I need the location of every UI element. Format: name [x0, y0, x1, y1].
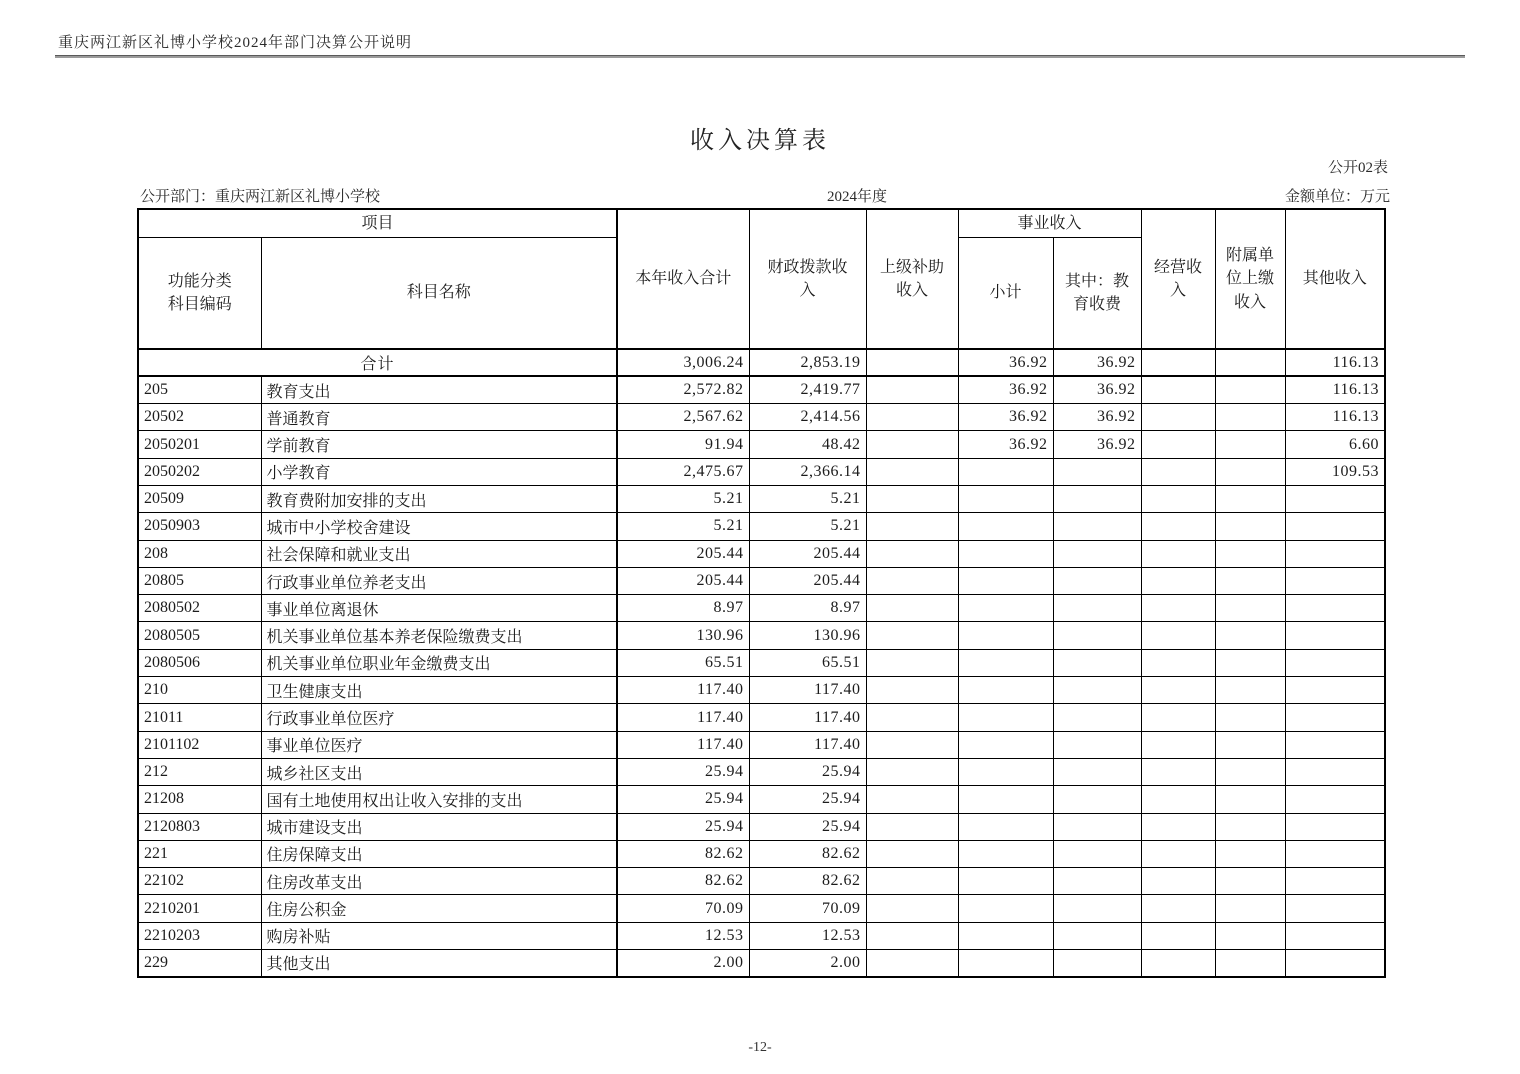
total-row [138, 349, 1385, 376]
row-code-cell: 210 [138, 677, 261, 704]
value-cell [1215, 513, 1285, 540]
value-cell [1141, 540, 1215, 567]
value-cell [1285, 622, 1385, 649]
page-title: 收入决算表 [690, 128, 830, 154]
col-header-business-group: 事业收入 [958, 209, 1141, 237]
value-cell [1053, 813, 1141, 840]
value-cell [958, 868, 1053, 895]
meta-unit: 金额单位：万元 [1284, 189, 1390, 205]
table-row [138, 431, 1385, 458]
row-name-cell: 国有土地使用权出让收入安排的支出 [261, 786, 617, 813]
value-cell: 82.62 [749, 868, 866, 895]
value-cell [958, 786, 1053, 813]
doc-header-text: 重庆两江新区礼博小学校2024年部门决算公开说明 [58, 35, 413, 51]
row-code-cell: 2080502 [138, 595, 261, 622]
value-cell: 205.44 [749, 567, 866, 594]
table-code-label: 公开02表 [1327, 160, 1388, 176]
value-cell: 116.13 [1285, 404, 1385, 431]
value-cell [866, 540, 958, 567]
value-cell [1053, 513, 1141, 540]
value-cell [866, 513, 958, 540]
row-code-cell: 2050202 [138, 458, 261, 485]
value-cell [958, 622, 1053, 649]
value-cell [1141, 458, 1215, 485]
value-cell: 70.09 [749, 895, 866, 922]
value-cell [1285, 895, 1385, 922]
value-cell [1053, 922, 1141, 949]
value-cell: 8.97 [749, 595, 866, 622]
table-header [138, 209, 1385, 349]
value-cell: 2,572.82 [617, 376, 749, 403]
table-row [138, 868, 1385, 895]
value-cell [958, 677, 1053, 704]
row-name-cell: 住房保障支出 [261, 840, 617, 867]
value-cell [1141, 840, 1215, 867]
table-row [138, 376, 1385, 403]
value-cell [1215, 540, 1285, 567]
table-row [138, 895, 1385, 922]
row-code-cell: 2050201 [138, 431, 261, 458]
value-cell [1285, 485, 1385, 512]
value-cell [866, 567, 958, 594]
table-row [138, 458, 1385, 485]
value-cell [1215, 649, 1285, 676]
table-body [138, 349, 1385, 977]
value-cell [866, 922, 958, 949]
value-cell [866, 840, 958, 867]
value-cell [1053, 786, 1141, 813]
value-cell [958, 540, 1053, 567]
value-cell [958, 595, 1053, 622]
value-cell [1215, 786, 1285, 813]
value-cell [1053, 731, 1141, 758]
value-cell [1141, 349, 1215, 376]
value-cell [1053, 895, 1141, 922]
row-name-cell: 普通教育 [261, 404, 617, 431]
table-row [138, 731, 1385, 758]
row-code-cell: 229 [138, 950, 261, 977]
value-cell [866, 649, 958, 676]
table-row [138, 540, 1385, 567]
value-cell: 25.94 [617, 813, 749, 840]
row-code-cell: 205 [138, 376, 261, 403]
value-cell [1215, 431, 1285, 458]
value-cell [1285, 595, 1385, 622]
col-header-project-group: 项目 [138, 209, 617, 237]
col-header-fiscal: 财政拨款收入 [749, 209, 866, 349]
value-cell: 36.92 [1053, 431, 1141, 458]
value-cell: 25.94 [617, 758, 749, 785]
table-row [138, 513, 1385, 540]
row-name-cell: 城市建设支出 [261, 813, 617, 840]
value-cell [1215, 840, 1285, 867]
row-code-cell: 2080506 [138, 649, 261, 676]
row-name-cell: 城乡社区支出 [261, 758, 617, 785]
value-cell [866, 595, 958, 622]
col-header-subtotal: 小计 [958, 237, 1053, 349]
value-cell: 117.40 [749, 731, 866, 758]
row-code-cell: 2050903 [138, 513, 261, 540]
value-cell: 36.92 [958, 404, 1053, 431]
row-name-cell: 卫生健康支出 [261, 677, 617, 704]
value-cell [1285, 950, 1385, 977]
value-cell [1215, 485, 1285, 512]
value-cell: 82.62 [617, 840, 749, 867]
col-header-name: 科目名称 [261, 237, 617, 349]
row-name-cell: 机关事业单位职业年金缴费支出 [261, 649, 617, 676]
meta-year: 2024年度 [826, 189, 888, 205]
value-cell: 36.92 [1053, 349, 1141, 376]
value-cell: 25.94 [749, 786, 866, 813]
row-code-cell: 212 [138, 758, 261, 785]
value-cell [1215, 758, 1285, 785]
value-cell [1215, 868, 1285, 895]
value-cell: 12.53 [617, 922, 749, 949]
value-cell: 25.94 [617, 786, 749, 813]
value-cell [1285, 540, 1385, 567]
value-cell [1141, 786, 1215, 813]
value-cell [1141, 485, 1215, 512]
value-cell [1053, 540, 1141, 567]
value-cell: 5.21 [749, 485, 866, 512]
value-cell [958, 513, 1053, 540]
value-cell: 2.00 [749, 950, 866, 977]
table-row [138, 813, 1385, 840]
value-cell: 117.40 [617, 704, 749, 731]
row-code-cell: 208 [138, 540, 261, 567]
col-header-code: 功能分类科目编码 [138, 237, 261, 349]
value-cell [958, 649, 1053, 676]
value-cell: 117.40 [749, 677, 866, 704]
value-cell [866, 349, 958, 376]
row-name-cell: 其他支出 [261, 950, 617, 977]
row-name-cell: 社会保障和就业支出 [261, 540, 617, 567]
value-cell [1141, 731, 1215, 758]
row-code-cell: 21208 [138, 786, 261, 813]
value-cell [1285, 704, 1385, 731]
value-cell [1141, 895, 1215, 922]
value-cell [1285, 513, 1385, 540]
value-cell [1285, 758, 1385, 785]
value-cell: 109.53 [1285, 458, 1385, 485]
value-cell: 8.97 [617, 595, 749, 622]
value-cell [866, 786, 958, 813]
col-header-subsidy: 上级补助收入 [866, 209, 958, 349]
value-cell: 36.92 [1053, 376, 1141, 403]
value-cell [1053, 704, 1141, 731]
value-cell: 205.44 [749, 540, 866, 567]
value-cell: 65.51 [617, 649, 749, 676]
row-name-cell: 机关事业单位基本养老保险缴费支出 [261, 622, 617, 649]
value-cell: 117.40 [749, 704, 866, 731]
row-name-cell: 住房公积金 [261, 895, 617, 922]
value-cell [1053, 649, 1141, 676]
value-cell [1285, 567, 1385, 594]
value-cell: 130.96 [617, 622, 749, 649]
value-cell [1053, 458, 1141, 485]
table-row [138, 677, 1385, 704]
value-cell: 91.94 [617, 431, 749, 458]
value-cell [1285, 922, 1385, 949]
value-cell [1141, 431, 1215, 458]
page-number: -12- [748, 1040, 772, 1055]
value-cell: 65.51 [749, 649, 866, 676]
value-cell [1141, 922, 1215, 949]
value-cell: 116.13 [1285, 349, 1385, 376]
row-code-cell: 2210201 [138, 895, 261, 922]
row-name-cell: 行政事业单位医疗 [261, 704, 617, 731]
value-cell: 205.44 [617, 540, 749, 567]
value-cell: 2,366.14 [749, 458, 866, 485]
value-cell: 70.09 [617, 895, 749, 922]
value-cell [1215, 950, 1285, 977]
value-cell [1141, 376, 1215, 403]
value-cell [958, 731, 1053, 758]
value-cell [1215, 922, 1285, 949]
value-cell [1285, 677, 1385, 704]
table-row [138, 950, 1385, 977]
value-cell [1141, 622, 1215, 649]
value-cell: 82.62 [749, 840, 866, 867]
value-cell [1141, 758, 1215, 785]
table-row [138, 485, 1385, 512]
value-cell: 2,567.62 [617, 404, 749, 431]
row-code-cell: 22102 [138, 868, 261, 895]
table-row [138, 922, 1385, 949]
value-cell: 130.96 [749, 622, 866, 649]
value-cell [1053, 567, 1141, 594]
table-row [138, 786, 1385, 813]
value-cell: 5.21 [749, 513, 866, 540]
value-cell [866, 458, 958, 485]
value-cell [1141, 649, 1215, 676]
value-cell: 36.92 [1053, 404, 1141, 431]
table-row [138, 404, 1385, 431]
table-row [138, 758, 1385, 785]
value-cell: 2,853.19 [749, 349, 866, 376]
row-code-cell: 21011 [138, 704, 261, 731]
value-cell [958, 704, 1053, 731]
value-cell [1141, 950, 1215, 977]
value-cell [866, 431, 958, 458]
row-code-cell: 2210203 [138, 922, 261, 949]
row-name-cell: 事业单位医疗 [261, 731, 617, 758]
row-label-total: 合计 [138, 349, 617, 376]
row-code-cell: 20509 [138, 485, 261, 512]
value-cell [1215, 567, 1285, 594]
value-cell [1215, 458, 1285, 485]
value-cell [1141, 595, 1215, 622]
value-cell: 5.21 [617, 513, 749, 540]
value-cell [866, 677, 958, 704]
row-name-cell: 住房改革支出 [261, 868, 617, 895]
value-cell [866, 404, 958, 431]
value-cell [958, 840, 1053, 867]
value-cell [1053, 622, 1141, 649]
value-cell [1285, 649, 1385, 676]
value-cell [1053, 595, 1141, 622]
value-cell [958, 758, 1053, 785]
table-row [138, 840, 1385, 867]
value-cell: 12.53 [749, 922, 866, 949]
value-cell [866, 731, 958, 758]
value-cell [958, 950, 1053, 977]
row-code-cell: 20502 [138, 404, 261, 431]
col-header-affiliated: 附属单位上缴收入 [1215, 209, 1285, 349]
value-cell [1215, 622, 1285, 649]
table-row [138, 567, 1385, 594]
row-name-cell: 购房补贴 [261, 922, 617, 949]
value-cell [1215, 895, 1285, 922]
value-cell [958, 895, 1053, 922]
row-name-cell: 教育费附加安排的支出 [261, 485, 617, 512]
value-cell [866, 376, 958, 403]
value-cell [866, 813, 958, 840]
meta-department: 公开部门：重庆两江新区礼博小学校 [140, 189, 381, 205]
value-cell [1285, 813, 1385, 840]
col-header-edu-fee: 其中：教育收费 [1053, 237, 1141, 349]
value-cell [958, 458, 1053, 485]
row-code-cell: 221 [138, 840, 261, 867]
value-cell [1053, 485, 1141, 512]
value-cell: 5.21 [617, 485, 749, 512]
value-cell: 2,414.56 [749, 404, 866, 431]
value-cell: 2,419.77 [749, 376, 866, 403]
row-code-cell: 2120803 [138, 813, 261, 840]
row-name-cell: 小学教育 [261, 458, 617, 485]
value-cell: 117.40 [617, 731, 749, 758]
value-cell [866, 485, 958, 512]
row-name-cell: 学前教育 [261, 431, 617, 458]
value-cell: 48.42 [749, 431, 866, 458]
value-cell: 116.13 [1285, 376, 1385, 403]
value-cell: 205.44 [617, 567, 749, 594]
value-cell [958, 485, 1053, 512]
value-cell [866, 868, 958, 895]
row-code-cell: 20805 [138, 567, 261, 594]
table-row [138, 704, 1385, 731]
value-cell [1285, 786, 1385, 813]
value-cell [866, 950, 958, 977]
meta-row [0, 185, 1520, 207]
row-name-cell: 行政事业单位养老支出 [261, 567, 617, 594]
row-code-cell: 2101102 [138, 731, 261, 758]
value-cell [1053, 758, 1141, 785]
col-header-operating: 经营收入 [1141, 209, 1215, 349]
value-cell [1141, 813, 1215, 840]
value-cell [1215, 404, 1285, 431]
col-header-other: 其他收入 [1285, 209, 1385, 349]
value-cell [958, 567, 1053, 594]
value-cell [866, 895, 958, 922]
value-cell: 82.62 [617, 868, 749, 895]
value-cell: 117.40 [617, 677, 749, 704]
header-rule [55, 55, 1465, 58]
value-cell [1285, 840, 1385, 867]
row-name-cell: 教育支出 [261, 376, 617, 403]
value-cell [1215, 731, 1285, 758]
value-cell [1215, 376, 1285, 403]
value-cell: 2.00 [617, 950, 749, 977]
table-row [138, 649, 1385, 676]
value-cell [1053, 677, 1141, 704]
value-cell: 6.60 [1285, 431, 1385, 458]
value-cell [1141, 868, 1215, 895]
value-cell [1215, 704, 1285, 731]
value-cell [958, 813, 1053, 840]
value-cell [866, 758, 958, 785]
value-cell [1053, 868, 1141, 895]
revenue-table [137, 208, 1386, 978]
value-cell: 36.92 [958, 349, 1053, 376]
value-cell: 25.94 [749, 758, 866, 785]
value-cell [866, 704, 958, 731]
value-cell [1285, 731, 1385, 758]
value-cell [1141, 704, 1215, 731]
value-cell [1141, 567, 1215, 594]
col-header-year-total: 本年收入合计 [617, 209, 749, 349]
value-cell [1215, 677, 1285, 704]
value-cell [958, 922, 1053, 949]
value-cell: 25.94 [749, 813, 866, 840]
value-cell: 36.92 [958, 431, 1053, 458]
table-row [138, 595, 1385, 622]
value-cell: 3,006.24 [617, 349, 749, 376]
value-cell [1215, 349, 1285, 376]
row-name-cell: 事业单位离退休 [261, 595, 617, 622]
row-name-cell: 城市中小学校舍建设 [261, 513, 617, 540]
value-cell [1141, 677, 1215, 704]
value-cell [1215, 813, 1285, 840]
value-cell: 36.92 [958, 376, 1053, 403]
value-cell [1285, 868, 1385, 895]
table-row [138, 622, 1385, 649]
row-code-cell: 2080505 [138, 622, 261, 649]
value-cell [866, 622, 958, 649]
value-cell [1053, 840, 1141, 867]
value-cell: 2,475.67 [617, 458, 749, 485]
value-cell [1053, 950, 1141, 977]
value-cell [1215, 595, 1285, 622]
value-cell [1141, 404, 1215, 431]
value-cell [1141, 513, 1215, 540]
